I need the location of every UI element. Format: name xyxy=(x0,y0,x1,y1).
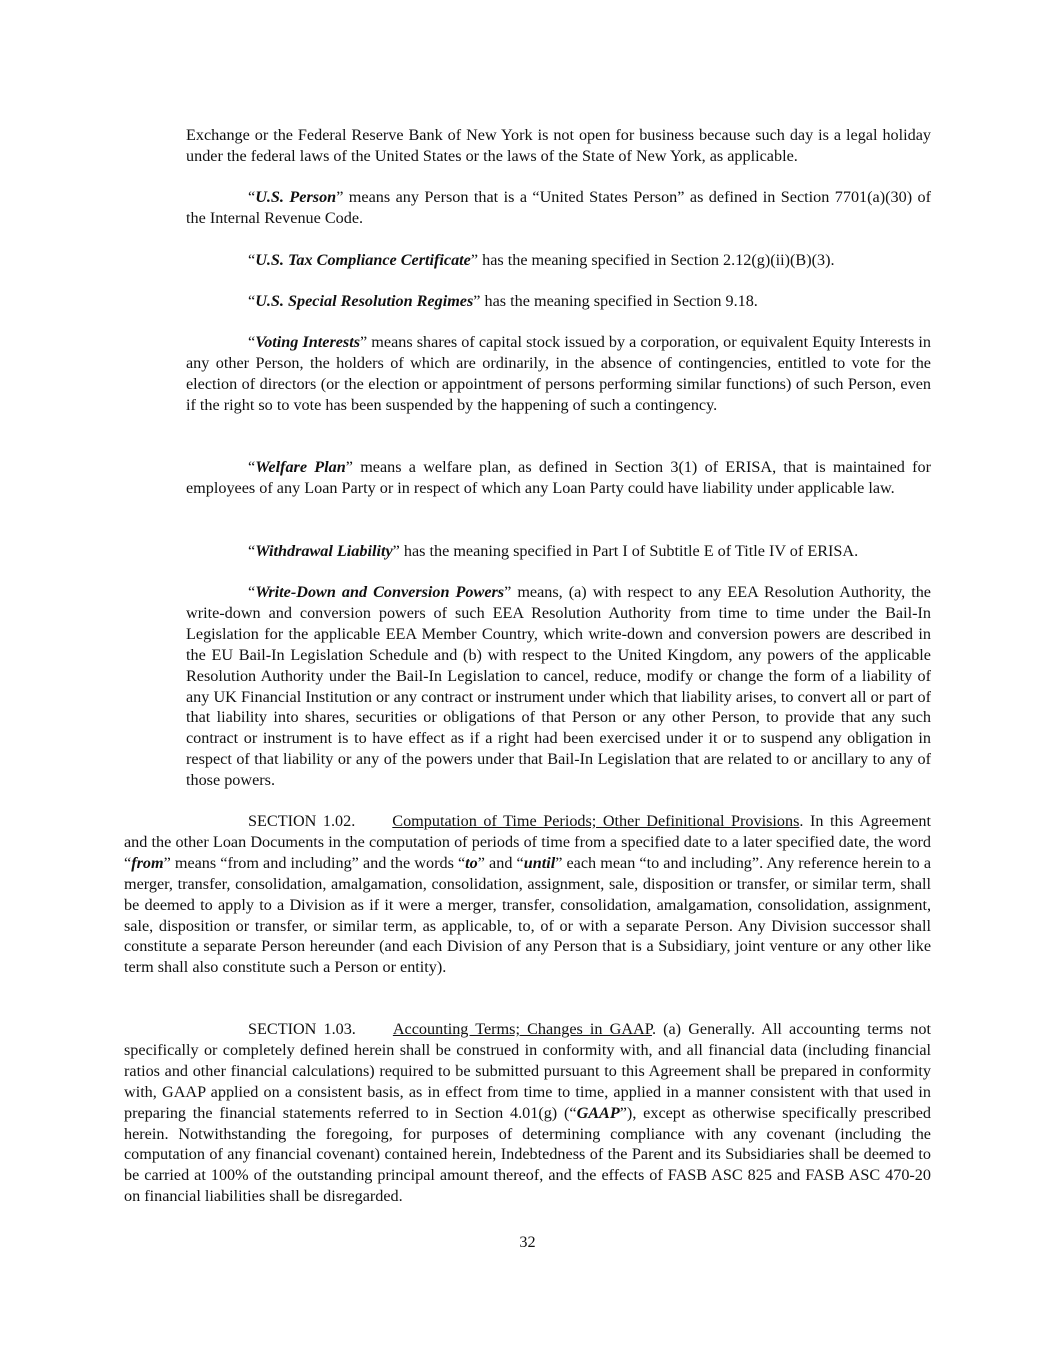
definition-withdrawal-liability: “Withdrawal Liability” has the meaning specified in Part I of Subtitle E of Title IV of ERISA. xyxy=(248,542,859,560)
defined-term: Welfare Plan xyxy=(255,458,346,476)
section-heading: Computation of Time Periods; Other Definitional Provisions xyxy=(392,812,800,830)
section-number: SECTION 1.03. xyxy=(248,1020,356,1038)
definition-welfare-plan: “Welfare Plan” means a welfare plan, as defined in Section 3(1) of ERISA, that is maintained for employees of any Loan Party or in respect of which any Loan Party could have liability under applicable law. xyxy=(186,458,931,497)
definition-write-down-and-conversion-powers: “Write-Down and Conversion Powers” means, (a) with respect to any EEA Resolution Authority, the write-down and conversion powers of such EEA Resolution Authority from time to time under the Bail-In Legislation for the applicable EEA Member Country, which write-down and conversion powers are described in the EU Bail-In Legislation Schedule and (b) with respect to the United Kingdom, any powers of the applicable Resolution Authority under the Bail-In Legislation to cancel, reduce, modify or change the form of a liability of any UK Financial Institution or any contract or instrument under which that liability arises, to convert all or part of that liability into shares, securities or obligations of that Person or any other Person, to provide that any such contract or instrument is to have effect as if a right had been exercised under it or to suspend any obligation in respect of that liability or any of the powers under that Bail-In Legislation that are related to or ancillary to any of those powers. xyxy=(186,583,931,790)
paragraph-continuation: Exchange or the Federal Reserve Bank of New York is not open for business because such day is a legal holiday under the federal laws of the United States or the laws of the State of New York, as applicable. xyxy=(186,126,931,165)
definition-us-person: “U.S. Person” means any Person that is a “United States Person” as defined in Section 7701(a)(30) of the Internal Revenue Code. xyxy=(186,188,931,227)
defined-term: U.S. Special Resolution Regimes xyxy=(255,292,474,310)
definition-us-tax-compliance-certificate: “U.S. Tax Compliance Certificate” has the meaning specified in Section 2.12(g)(ii)(B)(3). xyxy=(248,251,835,269)
section-heading: Accounting Terms; Changes in GAAP xyxy=(392,1020,652,1038)
definition-voting-interests: “Voting Interests” means shares of capital stock issued by a corporation, or equivalent Equity Interests in any other Person, the holders of which are ordinarily, in the absence of contingencies, entitled to vote for the election of directors (or the election or appointment of persons performing similar functions) of such Person, even if the right so to vote has been suspended by the happening of such a contingency. xyxy=(186,333,931,414)
defined-term: U.S. Tax Compliance Certificate xyxy=(255,251,471,269)
section-number: SECTION 1.02. xyxy=(248,812,356,830)
defined-term: Withdrawal Liability xyxy=(255,542,393,560)
section-1-03: SECTION 1.03. Accounting Terms; Changes in GAAP. (a) Generally. All accounting terms not specifically or completely defined herein shall be construed in conformity with, and all financial data (including financial ratios and other financial calculations) required to be submitted pursuant to this Agreement shall be prepared in conformity with, GAAP applied on a consistent basis, as in effect from time to time, applied in a manner consistent with that used in preparing the financial statements referred to in Section 4.01(g) (“GAAP”), except as otherwise specifically prescribed herein. Notwithstanding the foregoing, for purposes of determining compliance with any covenant (including the computation of any financial covenant) contained herein, Indebtedness of the Parent and its Subsidiaries shall be deemed to be carried at 100% of the outstanding principal amount thereof, and the effects of FASB ASC 825 and FASB ASC 470-20 on financial liabilities shall be disregarded. xyxy=(124,1020,931,1206)
defined-term: U.S. Person xyxy=(255,188,337,206)
defined-term: Write-Down and Conversion Powers xyxy=(255,583,505,601)
page-number: 32 xyxy=(519,1233,536,1251)
section-1-02: SECTION 1.02. Computation of Time Periods; Other Definitional Provisions. In this Agreement and the other Loan Documents in the computation of periods of time from a specified date to a later specified date, the word “from” means “from and including” and the words “to” and “until” each mean “to and including”. Any reference herein to a merger, transfer, consolidation, amalgamation, consolidation, assignment, sale, disposition or transfer, or similar term, shall be deemed to apply to a Division as if it were a merger, transfer, consolidation, amalgamation, consolidation, assignment, sale, disposition or transfer, or similar term, as applicable, to, of or with a separate Person. Any Division successor shall constitute a separate Person hereunder (and each Division of any Person that is a Subsidiary, joint venture or any other like term shall also constitute such a Person or entity). xyxy=(124,812,932,977)
defined-term: Voting Interests xyxy=(255,333,361,351)
definition-us-special-resolution-regimes: “U.S. Special Resolution Regimes” has the meaning specified in Section 9.18. xyxy=(248,292,758,310)
